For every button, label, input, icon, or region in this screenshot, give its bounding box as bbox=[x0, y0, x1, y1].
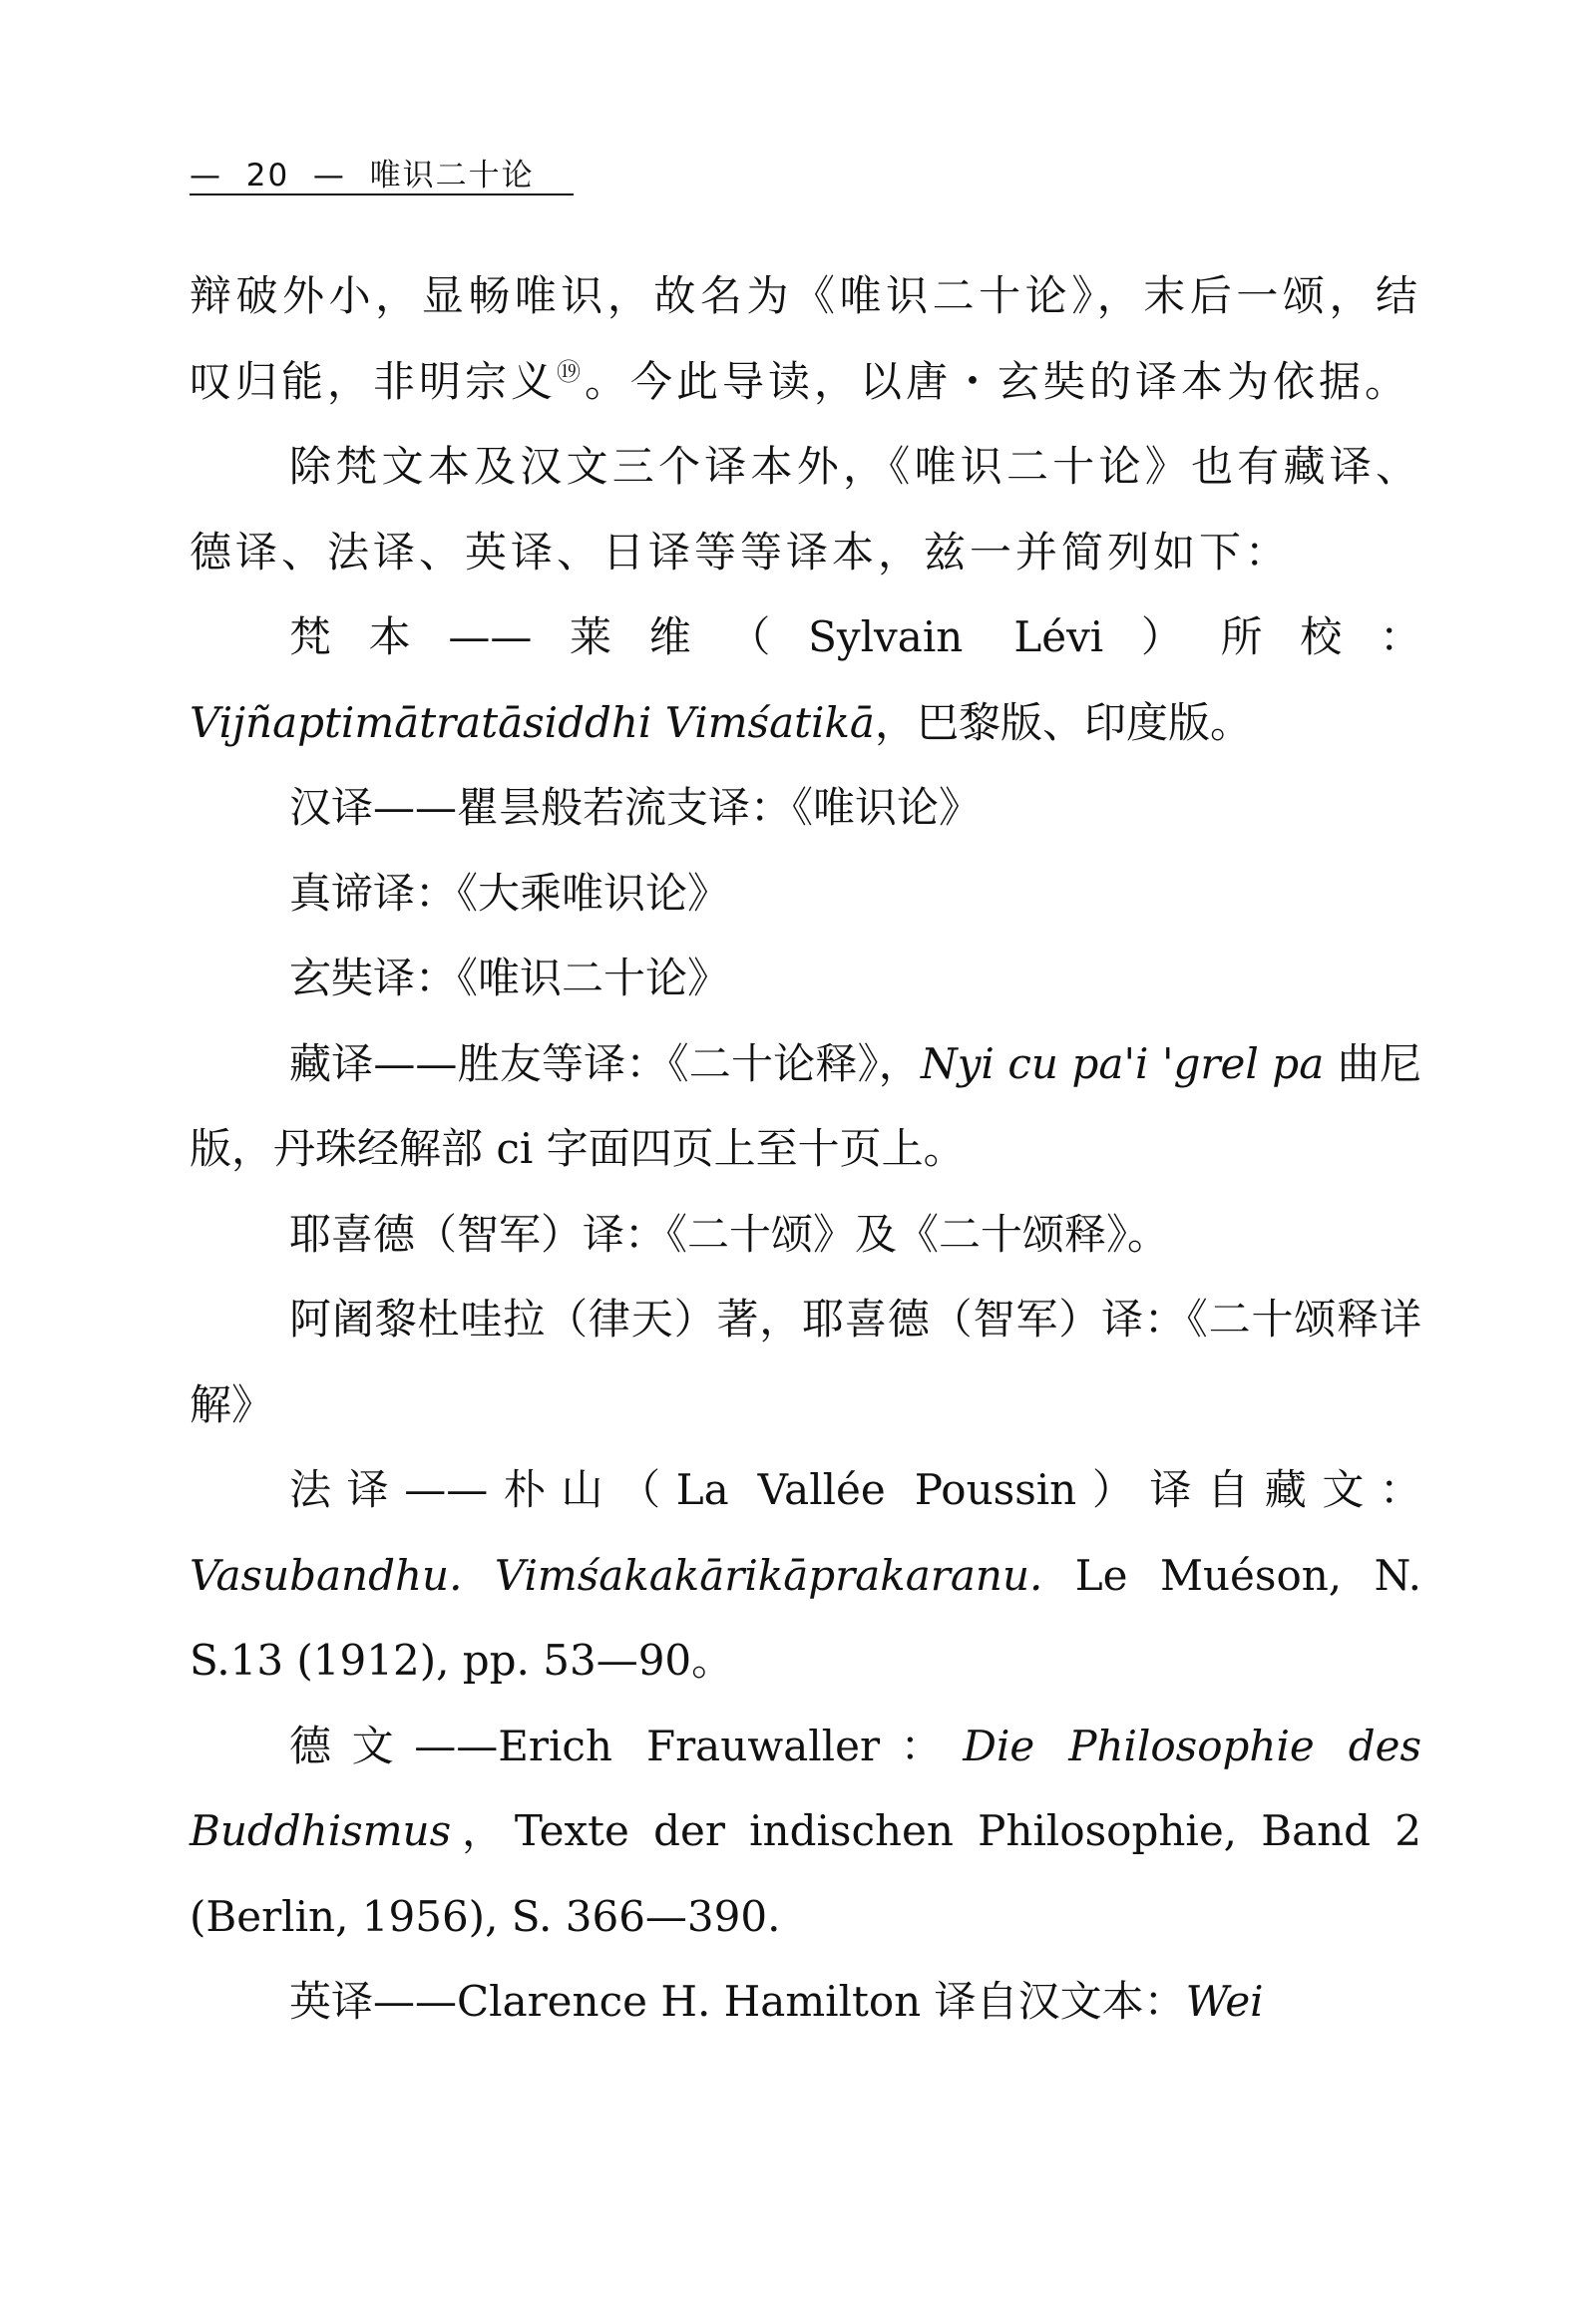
entry-chinese-2: 真谛译：《大乘唯识论》 bbox=[289, 868, 730, 918]
entry-french: 法译——朴山（La Vallée Poussin）译自藏文：Vasubandhu. Vimśakakārikāprakaranu. Le Muéson, N. S.13 (1912), pp. 53—90。 bbox=[190, 1465, 1421, 1685]
entry-chinese-3: 玄奘译：《唯识二十论》 bbox=[289, 954, 730, 1002]
header-rule bbox=[190, 193, 574, 195]
book-title: 唯识二十论 bbox=[369, 158, 535, 193]
entry-chinese-1: 汉译——瞿昙般若流支译：《唯识论》 bbox=[289, 783, 982, 832]
entry-sanskrit: 梵本——莱维（Sylvain Lévi）所校：Vijñaptimātratāsiddhi Vimśatikā，巴黎版、印度版。 bbox=[190, 612, 1421, 747]
entry-german: 德文——Erich Frauwaller：Die Philosophie des Buddhismus，Texte der indischen Philosophie, Band 2 (Berlin, 1956), S. 366—390. bbox=[190, 1721, 1421, 1941]
entry-tibetan-3: 阿阇黎杜哇拉（律天）著，耶喜德（智军）译：《二十颂释详解》 bbox=[190, 1295, 1421, 1429]
english-title: Wei bbox=[1185, 1977, 1264, 2026]
entry-english: 英译——Clarence H. Hamilton 译自汉文本：Wei bbox=[289, 1977, 1264, 2026]
french-title: Vasubandhu. Vimśakakārikāprakaranu. bbox=[190, 1550, 1043, 1600]
footnote-marker: ⑲ bbox=[557, 357, 586, 386]
running-header: — 20 — 唯识二十论 bbox=[190, 158, 535, 193]
body-text bbox=[190, 253, 1421, 2045]
paragraph-translations: 除梵文本及汉文三个译本外，《唯识二十论》也有藏译、德译、法译、英译、日译等等译本，兹一并简列如下： bbox=[190, 442, 1421, 577]
page-number: 20 bbox=[245, 158, 290, 193]
tibetan-title: Nyi cu pa'i 'grel pa bbox=[920, 1038, 1325, 1088]
entry-tibetan-2: 耶喜德（智军）译：《二十颂》及《二十颂释》。 bbox=[289, 1209, 1170, 1259]
paragraph-intro: 辩破外小，显畅唯识，故名为《唯识二十论》，末后一颂，结叹归能，非明宗义⑲。今此导读，以唐・玄奘的译本为依据。 bbox=[190, 271, 1421, 406]
german-title: Die Philosophie des Buddhismus bbox=[190, 1721, 1421, 1855]
sanskrit-title: Vijñaptimātratāsiddhi Vimśatikā bbox=[190, 697, 875, 747]
entry-tibetan: 藏译——胜友等译：《二十论释》，Nyi cu pa'i 'grel pa 曲尼版，丹珠经解部 ci 字面四页上至十页上。 bbox=[190, 1038, 1421, 1173]
